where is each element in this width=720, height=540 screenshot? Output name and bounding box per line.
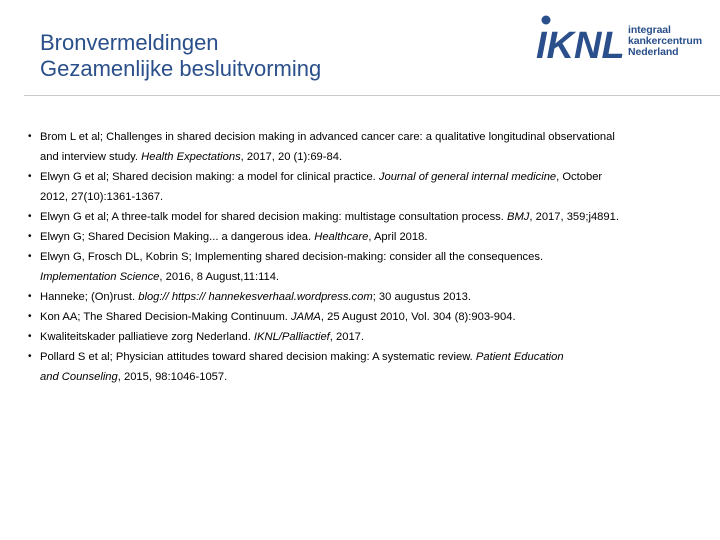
reference-text: , October	[556, 171, 603, 183]
reference-journal: IKNL/Palliactief	[253, 331, 330, 343]
reference-item	[28, 327, 698, 347]
reference-text: Kwaliteitskader palliatieve zorg Nederland.	[40, 331, 254, 343]
reference-journal: Health Expectations	[141, 151, 241, 163]
reference-journal: blog:// https:// hannekesverhaal.wordpress.com	[138, 291, 373, 303]
reference-item	[28, 227, 698, 247]
reference-text: Kon AA; The Shared Decision-Making Continuum.	[40, 311, 292, 323]
reference-item	[28, 167, 698, 207]
reference-item	[28, 127, 698, 167]
reference-text: , 2016, 8 August,11:114.	[159, 271, 280, 283]
page-title	[40, 30, 321, 82]
header-divider	[24, 95, 720, 96]
reference-text: 2012, 27(10):1361-1367.	[40, 191, 164, 203]
reference-text: , 2015, 98:1046-1057.	[117, 371, 228, 383]
reference-journal: Journal of general internal medicine	[378, 171, 557, 183]
reference-journal: BMJ	[507, 211, 530, 223]
reference-item	[28, 307, 698, 327]
reference-text: , 2017.	[329, 331, 365, 343]
reference-journal: Patient Education	[475, 351, 564, 363]
reference-text: and interview study.	[40, 151, 142, 163]
logo-sub-line-2: kankercentrum	[628, 35, 702, 47]
reference-text: Elwyn G et al; A three-talk model for shared decision making: multistage consultation process.	[40, 211, 507, 223]
reference-text: , 2017, 20 (1):69-84.	[240, 151, 343, 163]
page-title-line-2: Gezamenlijke besluitvorming	[40, 56, 322, 81]
logo-sub-line-1: integraal	[628, 24, 671, 36]
logo-subtitle	[628, 25, 702, 58]
reference-text: , 2017, 359;j4891.	[529, 211, 619, 223]
reference-text: , 25 August 2010, Vol. 304 (8):903-904.	[320, 311, 516, 323]
logo-sub-line-3: Nederland	[628, 46, 679, 58]
reference-journal: Healthcare	[314, 231, 369, 243]
reference-text: Pollard S et al; Physician attitudes toward shared decision making: A systematic review.	[40, 351, 476, 363]
reference-journal: JAMA	[291, 311, 321, 323]
reference-item	[28, 347, 698, 387]
page-title-line-1: Bronvermeldingen	[40, 30, 219, 55]
reference-text: ; 30 augustus 2013.	[372, 291, 471, 303]
reference-text: Elwyn G; Shared Decision Making... a dangerous idea.	[40, 231, 315, 243]
iknl-logo	[536, 14, 716, 66]
reference-journal: Implementation Science	[40, 271, 160, 283]
reference-item	[28, 207, 698, 227]
reference-item	[28, 287, 698, 307]
logo-mark-text: IKNL	[536, 25, 625, 66]
reference-list	[28, 127, 698, 387]
reference-text: Brom L et al; Challenges in shared decision making in advanced cancer care: a qualitative longitudinal observational	[40, 131, 615, 143]
reference-text: Elwyn G, Frosch DL, Kobrin S; Implementing shared decision-making: consider all the consequences.	[40, 251, 544, 263]
reference-item	[28, 247, 698, 287]
iknl-logo-icon	[536, 14, 626, 66]
reference-journal: and Counseling	[40, 371, 118, 383]
reference-text: , April 2018.	[368, 231, 428, 243]
reference-text: Hanneke; (On)rust.	[40, 291, 139, 303]
reference-text: Elwyn G et al; Shared decision making: a model for clinical practice.	[40, 171, 379, 183]
